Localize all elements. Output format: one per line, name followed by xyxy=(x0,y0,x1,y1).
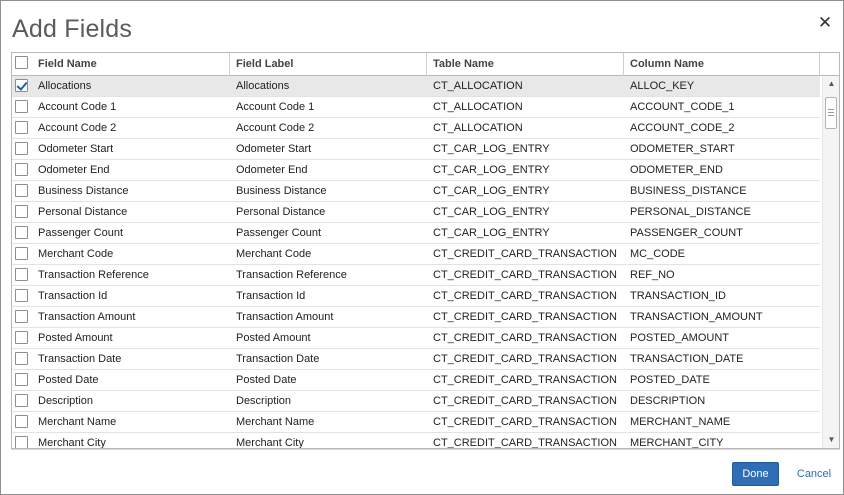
field-name-cell: Passenger Count xyxy=(38,227,123,239)
table-name-cell: CT_ALLOCATION xyxy=(433,122,523,134)
table-row[interactable] xyxy=(12,97,820,118)
select-all-checkbox[interactable] xyxy=(15,56,28,69)
table-row[interactable] xyxy=(12,118,820,139)
row-checkbox[interactable] xyxy=(15,121,28,134)
field-label-cell: Transaction Amount xyxy=(236,311,334,323)
row-checkbox[interactable] xyxy=(15,415,28,428)
row-checkbox[interactable] xyxy=(15,310,28,323)
row-checkbox-cell xyxy=(12,244,34,264)
field-label-cell: Odometer Start xyxy=(236,143,312,155)
field-name-cell: Posted Amount xyxy=(38,332,113,344)
table-row[interactable] xyxy=(12,307,820,328)
field-name-cell: Odometer End xyxy=(38,164,110,176)
column-name-cell: POSTED_AMOUNT xyxy=(630,332,730,344)
column-header-column-name[interactable]: Column Name xyxy=(624,53,820,76)
table-name-cell: CT_CREDIT_CARD_TRANSACTION xyxy=(433,311,617,323)
table-name-cell: CT_CREDIT_CARD_TRANSACTION xyxy=(433,353,617,365)
field-name-cell: Transaction Id xyxy=(38,290,108,302)
table-row[interactable] xyxy=(12,328,820,349)
field-label-cell: Merchant Code xyxy=(236,248,312,260)
field-label-cell: Odometer End xyxy=(236,164,308,176)
row-checkbox-cell xyxy=(12,160,34,180)
table-name-cell: CT_CREDIT_CARD_TRANSACTION xyxy=(433,290,617,302)
grid-header xyxy=(12,53,820,76)
field-name-cell: Allocations xyxy=(38,80,92,92)
field-name-cell: Odometer Start xyxy=(38,143,114,155)
table-name-cell: CT_CAR_LOG_ENTRY xyxy=(433,164,550,176)
table-row[interactable] xyxy=(12,265,820,286)
row-checkbox[interactable] xyxy=(15,268,28,281)
column-name-cell: PERSONAL_DISTANCE xyxy=(630,206,751,218)
row-checkbox-cell xyxy=(12,433,34,448)
done-button[interactable]: Done xyxy=(732,462,779,486)
table-row[interactable] xyxy=(12,223,820,244)
row-checkbox-cell xyxy=(12,139,34,159)
row-checkbox-cell xyxy=(12,76,34,96)
table-name-cell: CT_CREDIT_CARD_TRANSACTION xyxy=(433,269,617,281)
field-name-cell: Merchant Code xyxy=(38,248,114,260)
row-checkbox[interactable] xyxy=(15,352,28,365)
table-row[interactable] xyxy=(12,433,820,448)
table-name-cell: CT_CREDIT_CARD_TRANSACTION xyxy=(433,437,617,448)
table-name-cell: CT_CAR_LOG_ENTRY xyxy=(433,227,550,239)
scroll-down-icon[interactable]: ▼ xyxy=(827,435,836,444)
table-name-cell: CT_CAR_LOG_ENTRY xyxy=(433,143,550,155)
cancel-button[interactable]: Cancel xyxy=(796,468,832,480)
field-name-cell: Transaction Amount xyxy=(38,311,136,323)
table-row[interactable] xyxy=(12,370,820,391)
field-label-cell: Merchant City xyxy=(236,437,304,448)
field-label-cell: Transaction Reference xyxy=(236,269,347,281)
column-header-table-name[interactable]: Table Name xyxy=(427,53,624,76)
row-checkbox[interactable] xyxy=(15,331,28,344)
column-name-cell: ACCOUNT_CODE_2 xyxy=(630,122,735,134)
row-checkbox-cell xyxy=(12,391,34,411)
field-name-cell: Transaction Date xyxy=(38,353,122,365)
field-label-cell: Account Code 2 xyxy=(236,122,315,134)
field-label-cell: Transaction Date xyxy=(236,353,320,365)
field-label-cell: Posted Amount xyxy=(236,332,311,344)
field-name-cell: Business Distance xyxy=(38,185,129,197)
table-row[interactable] xyxy=(12,76,820,97)
table-row[interactable] xyxy=(12,139,820,160)
column-name-cell: ALLOC_KEY xyxy=(630,80,695,92)
column-name-cell: REF_NO xyxy=(630,269,675,281)
table-row[interactable] xyxy=(12,349,820,370)
column-name-cell: MC_CODE xyxy=(630,248,686,260)
table-row[interactable] xyxy=(12,286,820,307)
row-checkbox-cell xyxy=(12,97,34,117)
table-name-cell: CT_CAR_LOG_ENTRY xyxy=(433,185,550,197)
column-name-cell: TRANSACTION_DATE xyxy=(630,353,744,365)
column-header-field-label[interactable]: Field Label xyxy=(230,53,427,76)
row-checkbox[interactable] xyxy=(15,289,28,302)
table-row[interactable] xyxy=(12,412,820,433)
column-name-cell: ACCOUNT_CODE_1 xyxy=(630,101,735,113)
field-name-cell: Merchant City xyxy=(38,437,106,448)
table-name-cell: CT_CREDIT_CARD_TRANSACTION xyxy=(433,374,617,386)
row-checkbox-cell xyxy=(12,223,34,243)
column-name-cell: MERCHANT_NAME xyxy=(630,416,731,428)
row-checkbox[interactable] xyxy=(15,247,28,260)
row-checkbox-cell xyxy=(12,202,34,222)
table-name-cell: CT_CAR_LOG_ENTRY xyxy=(433,206,550,218)
table-name-cell: CT_CREDIT_CARD_TRANSACTION xyxy=(433,395,617,407)
field-label-cell: Passenger Count xyxy=(236,227,321,239)
field-label-cell: Account Code 1 xyxy=(236,101,315,113)
row-checkbox[interactable] xyxy=(15,142,28,155)
header-corner xyxy=(820,53,839,76)
field-name-cell: Account Code 2 xyxy=(38,122,117,134)
column-header-field-name[interactable]: Field Name xyxy=(34,53,230,76)
row-checkbox[interactable] xyxy=(15,226,28,239)
column-name-cell: POSTED_DATE xyxy=(630,374,710,386)
field-name-cell: Description xyxy=(38,395,94,407)
scroll-up-icon[interactable]: ▲ xyxy=(827,79,836,88)
close-icon[interactable]: ✕ xyxy=(817,13,833,32)
row-checkbox[interactable] xyxy=(15,373,28,386)
row-checkbox[interactable] xyxy=(15,100,28,113)
field-label-cell: Business Distance xyxy=(236,185,327,197)
row-checkbox-cell xyxy=(12,181,34,201)
row-checkbox-cell xyxy=(12,370,34,390)
column-name-cell: TRANSACTION_AMOUNT xyxy=(630,311,763,323)
grid-body xyxy=(12,76,820,448)
field-label-cell: Transaction Id xyxy=(236,290,306,302)
row-checkbox-cell xyxy=(12,307,34,327)
table-row[interactable] xyxy=(12,244,820,265)
field-name-cell: Account Code 1 xyxy=(38,101,117,113)
table-row[interactable] xyxy=(12,160,820,181)
field-name-cell: Posted Date xyxy=(38,374,99,386)
row-checkbox-cell xyxy=(12,349,34,369)
vertical-scrollbar[interactable] xyxy=(822,76,839,448)
row-checkbox[interactable] xyxy=(15,79,28,92)
header-select-all-cell xyxy=(12,53,34,76)
row-checkbox-cell xyxy=(12,265,34,285)
fields-grid xyxy=(11,52,840,449)
row-checkbox[interactable] xyxy=(15,184,28,197)
field-label-cell: Personal Distance xyxy=(236,206,326,218)
field-name-cell: Personal Distance xyxy=(38,206,128,218)
table-row[interactable] xyxy=(12,202,820,223)
table-name-cell: CT_CREDIT_CARD_TRANSACTION xyxy=(433,416,617,428)
field-name-cell: Transaction Reference xyxy=(38,269,149,281)
column-name-cell: BUSINESS_DISTANCE xyxy=(630,185,747,197)
row-checkbox[interactable] xyxy=(15,163,28,176)
field-label-cell: Allocations xyxy=(236,80,290,92)
column-name-cell: PASSENGER_COUNT xyxy=(630,227,743,239)
scrollbar-thumb[interactable] xyxy=(825,97,837,129)
field-label-cell: Merchant Name xyxy=(236,416,315,428)
table-name-cell: CT_ALLOCATION xyxy=(433,101,523,113)
row-checkbox-cell xyxy=(12,412,34,432)
table-row[interactable] xyxy=(12,391,820,412)
footer-divider xyxy=(11,449,840,450)
table-name-cell: CT_CREDIT_CARD_TRANSACTION xyxy=(433,248,617,260)
table-name-cell: CT_CREDIT_CARD_TRANSACTION xyxy=(433,332,617,344)
field-label-cell: Posted Date xyxy=(236,374,297,386)
field-label-cell: Description xyxy=(236,395,292,407)
row-checkbox-cell xyxy=(12,328,34,348)
row-checkbox-cell xyxy=(12,286,34,306)
column-name-cell: MERCHANT_CITY xyxy=(630,437,724,448)
row-checkbox-cell xyxy=(12,118,34,138)
row-checkbox[interactable] xyxy=(15,205,28,218)
dialog-title: Add Fields xyxy=(12,15,133,43)
column-name-cell: TRANSACTION_ID xyxy=(630,290,726,302)
table-row[interactable] xyxy=(12,181,820,202)
column-name-cell: ODOMETER_END xyxy=(630,164,723,176)
field-name-cell: Merchant Name xyxy=(38,416,117,428)
column-name-cell: ODOMETER_START xyxy=(630,143,735,155)
column-name-cell: DESCRIPTION xyxy=(630,395,706,407)
table-name-cell: CT_ALLOCATION xyxy=(433,80,523,92)
row-checkbox[interactable] xyxy=(15,436,28,448)
row-checkbox[interactable] xyxy=(15,394,28,407)
